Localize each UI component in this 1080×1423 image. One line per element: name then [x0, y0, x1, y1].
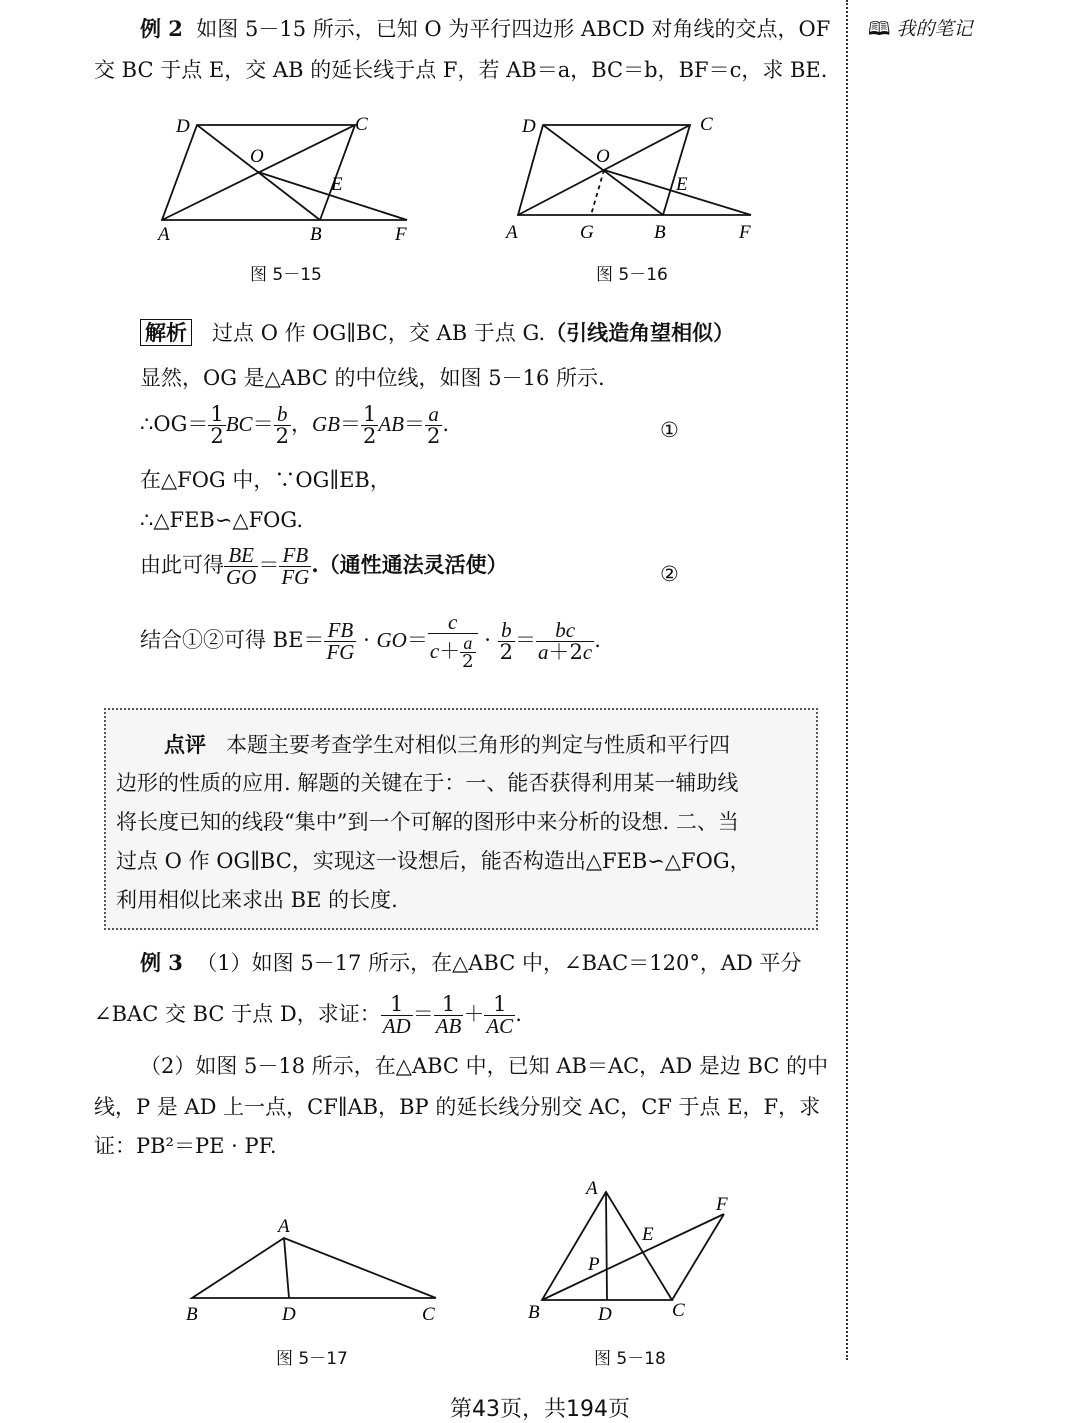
label-e: E — [642, 1224, 654, 1245]
frac-result: $\frac{bc}{a+2c}$ — [538, 618, 593, 664]
book-icon: 🕮 — [868, 18, 891, 40]
example2-label: 例 2 — [140, 16, 183, 41]
solution-text1: 过点 O 作 OG∥BC，交 AB 于点 G. — [212, 321, 546, 345]
frac-a-2: $\frac{a}{2}$ — [426, 402, 441, 448]
frac-1-ac: $\frac{1}{AC}$ — [486, 992, 514, 1038]
review-line4: 过点 O 作 OG∥BC，实现这一设想后，能否构造出△FEB∽△FOG， — [116, 849, 751, 873]
review-line2: 边形的性质的应用. 解题的关键在于：一、能否获得利用某一辅助线 — [116, 771, 739, 795]
label-c: C — [700, 114, 713, 135]
label-b: B — [310, 224, 322, 245]
frac-c-over: c c＋ $\frac{a}{2}$ — [428, 612, 478, 671]
example3-line5: 证：PB²＝PE · PF. — [94, 1134, 277, 1158]
bisector-ad — [284, 1238, 289, 1298]
frac-fb-fg2: $\frac{FB}{FG}$ — [326, 618, 355, 664]
label-b: B — [654, 222, 666, 243]
solution-line6: 由此可得 $\frac{BE}{GO}$ ＝ $\frac{FB}{FG}$ .（通性通法灵活使） — [140, 543, 508, 589]
marker-2: ② — [660, 562, 679, 586]
example3-text1: （1）如图 5－17 所示，在△ABC 中，∠BAC＝120°，AD 平分 — [196, 951, 802, 975]
label-p: P — [588, 1254, 600, 1275]
label-o: O — [250, 146, 264, 167]
frac-1-2: $\frac{1}{2}$ — [210, 402, 224, 448]
example3-line1 — [140, 950, 802, 976]
label-c: C — [422, 1304, 435, 1325]
frac-1-ad: $\frac{1}{AD}$ — [382, 992, 411, 1038]
median-ad — [606, 1192, 607, 1300]
review-line5: 利用相似比来求出 BE 的长度. — [116, 888, 398, 912]
caption-5-17: 图 5－17 — [276, 1349, 348, 1369]
solution-line3-prefix: ∴OG＝ — [140, 412, 209, 436]
review-text1: 本题主要考查学生对相似三角形的判定与性质和平行四 — [226, 733, 731, 757]
solution-note2: .（通性通法灵活使） — [311, 552, 508, 577]
review-label: 点评 — [164, 732, 206, 757]
label-b: B — [186, 1304, 198, 1325]
caption-5-15: 图 5－15 — [250, 265, 322, 285]
label-e: E — [331, 174, 343, 195]
caption-5-16: 图 5－16 — [596, 265, 668, 285]
solution-note1: （引线造角望相似） — [545, 320, 735, 345]
label-a: A — [506, 222, 518, 243]
label-a: A — [158, 224, 170, 245]
notes-divider — [846, 0, 848, 1360]
frac-1-ab: $\frac{1}{AB}$ — [435, 992, 462, 1038]
frac-fb-fg: $\frac{FB}{FG}$ — [281, 543, 310, 589]
frac-b-2: $\frac{b}{2}$ — [275, 402, 289, 448]
label-d: D — [176, 116, 190, 137]
label-o: O — [596, 146, 610, 167]
triangle-abc — [192, 1238, 436, 1298]
example2-text1: 如图 5－15 所示，已知 O 为平行四边形 ABCD 对角线的交点，OF — [196, 17, 831, 41]
label-b: B — [528, 1302, 540, 1323]
solution-line7: 结合①②可得 BE＝ $\frac{FB}{FG}$ · GO＝ c c＋ $\frac{a}{2}$ · $\frac{b}{2}$ ＝ $\frac{bc}{a+2c}$ . — [140, 610, 601, 672]
figure-5-18 — [520, 1172, 770, 1332]
example3-text2: ∠BAC 交 BC 于点 D，求证： — [94, 1002, 381, 1026]
solution-line1 — [140, 320, 734, 346]
frac-b-2b: $\frac{b}{2}$ — [499, 618, 513, 664]
caption-5-18: 图 5－18 — [594, 1349, 666, 1369]
solution-line2: 显然，OG 是△ABC 的中位线，如图 5－16 所示. — [140, 366, 605, 390]
solution-line3: ∴OG＝ $\frac{1}{2}$ BC＝ $\frac{b}{2}$ ，GB＝ $\frac{1}{2}$ AB＝ $\frac{a}{2}$ . — [140, 402, 450, 448]
label-f: F — [739, 222, 751, 243]
label-d: D — [282, 1304, 296, 1325]
example3-line2: ∠BAC 交 BC 于点 D，求证： $\frac{1}{AD}$ ＝ $\frac{1}{AB}$ ＋ $\frac{1}{AC}$ . — [94, 992, 522, 1038]
label-a: A — [278, 1216, 290, 1237]
marker-1: ① — [660, 418, 679, 442]
example3-label: 例 3 — [140, 950, 183, 975]
frac-be-go: $\frac{BE}{GO}$ — [226, 543, 257, 589]
notes-label: 我的笔记 — [896, 18, 973, 40]
notes-header — [868, 14, 972, 47]
page-indicator: 第43页，共194页 — [450, 1397, 630, 1422]
diagonal-bd — [543, 125, 663, 215]
label-g: G — [580, 222, 594, 243]
line-bf — [542, 1214, 724, 1300]
example2-line1 — [140, 16, 830, 42]
solution-tag: 解析 — [140, 319, 192, 346]
label-d: D — [522, 116, 536, 137]
example2-line2: 交 BC 于点 E，交 AB 的延长线于点 F，若 AB＝a，BC＝b，BF＝c，求 BE. — [94, 58, 828, 82]
figure-5-15 — [150, 108, 430, 248]
solution-line5: ∴△FEB∽△FOG. — [140, 508, 304, 532]
label-c: C — [355, 114, 368, 135]
label-f: F — [395, 224, 407, 245]
label-d: D — [598, 1304, 612, 1325]
solution-line6-prefix: 由此可得 — [140, 553, 224, 577]
example3-line4: 线，P 是 AD 上一点，CF∥AB，BP 的延长线分别交 AC，CF 于点 E，F，求 — [94, 1095, 821, 1119]
label-f: F — [716, 1194, 728, 1215]
frac-1-2b: $\frac{1}{2}$ — [362, 402, 377, 448]
label-a: A — [586, 1178, 598, 1199]
label-c: C — [672, 1300, 685, 1321]
figure-5-17 — [180, 1208, 450, 1333]
label-e: E — [676, 174, 688, 195]
solution-line7-prefix: 结合①②可得 BE＝ — [140, 628, 325, 652]
review-line1 — [164, 732, 730, 758]
example3-line3: （2）如图 5－18 所示，在△ABC 中，已知 AB＝AC，AD 是边 BC 的中 — [140, 1054, 829, 1078]
figure-5-16 — [496, 108, 776, 248]
solution-line4: 在△FOG 中，∵OG∥EB， — [140, 468, 391, 492]
review-line3: 将长度已知的线段“集中”到一个可解的图形中来分析的设想. 二、当 — [116, 810, 739, 834]
